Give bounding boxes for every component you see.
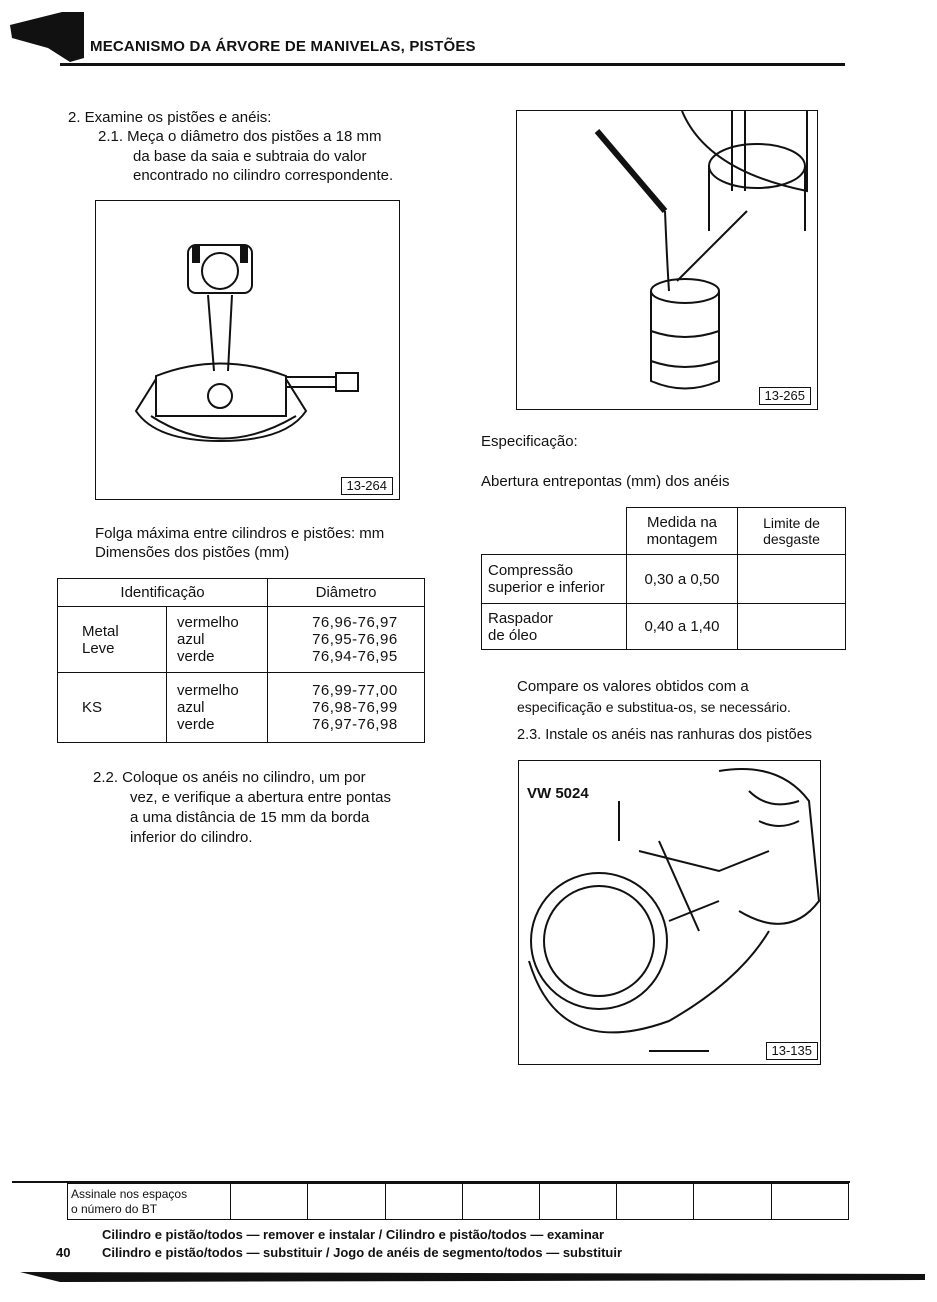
bt-box[interactable] [231, 1184, 308, 1220]
page-header-title: MECANISMO DA ÁRVORE DE MANIVELAS, PISTÕES [90, 38, 476, 55]
spec-value-cell: 0,30 a 0,50 [627, 555, 738, 604]
diameter-cell: 76,95-76,96 [312, 631, 398, 648]
tool-label-vw5024: VW 5024 [527, 785, 589, 802]
corner-mark [0, 0, 90, 70]
figure-feeler-gauge-cylinder [516, 110, 818, 410]
group-name-line: KS [82, 699, 103, 716]
piston-dimensions-table [57, 578, 425, 743]
table-header-diametro: Diâmetro [268, 579, 425, 607]
group-name-line: Leve [82, 639, 115, 657]
folga-text: Folga máxima entre cilindros e pistões: mm [95, 525, 385, 542]
step-2-2-line-4: inferior do cilindro. [130, 829, 253, 846]
especificacao-text: Especificação: [481, 433, 578, 450]
figure-2-label: 13-265 [759, 387, 811, 405]
spec-table-header [626, 507, 846, 555]
color-cell: azul [177, 699, 205, 716]
color-cell: verde [177, 648, 215, 665]
diameter-cell: 76,94-76,95 [312, 648, 398, 665]
spec-limit-cell [738, 604, 846, 650]
color-cell: vermelho [177, 682, 239, 699]
spec-limit-cell [738, 555, 846, 604]
table-header-identificacao: Identificação [58, 579, 268, 607]
header-medida-line: Medida na [646, 514, 718, 531]
bt-number-table [67, 1183, 849, 1220]
compare-line-1: Compare os valores obtidos com a [517, 678, 749, 695]
step-2-3: 2.3. Instale os anéis nas ranhuras dos pistões [517, 727, 813, 743]
header-limite-line: desgaste [763, 531, 820, 547]
step-2-2-line-2: vez, e verifique a abertura entre pontas [130, 789, 391, 806]
dimensoes-text: Dimensões dos pistões (mm) [95, 544, 290, 561]
step-2-2-line-3: a uma distância de 15 mm da borda [130, 809, 370, 826]
bt-box[interactable] [771, 1184, 848, 1220]
figure-ring-installer [518, 760, 821, 1065]
figure-1-label: 13-264 [341, 477, 393, 495]
figure-micrometer-piston [95, 200, 400, 500]
diameter-cell: 76,99-77,00 [312, 682, 398, 699]
connecting-rod-micrometer-illustration [96, 201, 399, 499]
abertura-text: Abertura entrepontas (mm) dos anéis [481, 473, 730, 490]
row-name-line: Compressão [488, 562, 574, 579]
diameter-cell: 76,96-76,97 [312, 614, 398, 631]
row-name-line: de óleo [488, 626, 538, 644]
step-2-1-line-2: da base da saia e subtraia do valor [133, 148, 367, 165]
bt-box[interactable] [385, 1184, 462, 1220]
table-row [482, 555, 846, 604]
color-cell: verde [177, 716, 215, 733]
row-name-line: Raspador [488, 609, 554, 627]
step-2-1-line-3: encontrado no cilindro correspondente. [133, 167, 394, 184]
assinale-line: o número do BT [71, 1201, 158, 1216]
group-name-line: Metal [82, 622, 119, 640]
header-limite-line: Limite de [763, 515, 820, 531]
footer-line-1: Cilindro e pistão/todos — remover e instalar / Cilindro e pistão/todos — examinar [102, 1227, 605, 1242]
bt-box[interactable] [540, 1184, 617, 1220]
step-2: 2. Examine os pistões e anéis: [68, 109, 272, 126]
color-cell: vermelho [177, 614, 239, 631]
page-number: 40 [56, 1245, 71, 1260]
header-rule [60, 63, 845, 66]
spec-value-cell: 0,40 a 1,40 [627, 604, 738, 650]
spec-table [481, 554, 846, 650]
footer-bottom-rule [0, 1268, 937, 1288]
footer-line-2: Cilindro e pistão/todos — substituir / Jogo de anéis de segmento/todos — substituir [102, 1245, 623, 1260]
diameter-cell: 76,98-76,99 [312, 699, 398, 716]
step-2-2-line-1: 2.2. Coloque os anéis no cilindro, um por [93, 769, 366, 786]
assinale-line: Assinale nos espaços [71, 1186, 188, 1201]
table-row [58, 607, 425, 673]
color-cell: azul [177, 631, 205, 648]
row-name-line: superior e inferior [488, 579, 605, 596]
bt-box[interactable] [694, 1184, 771, 1220]
diameter-cell: 76,97-76,98 [312, 716, 398, 733]
header-medida-line: montagem [646, 531, 718, 548]
feeler-gauge-illustration [517, 111, 817, 409]
table-row [482, 604, 846, 650]
table-row [58, 673, 425, 743]
figure-3-label: 13-135 [766, 1042, 818, 1060]
ring-installer-illustration [519, 761, 820, 1064]
compare-line-2: especificação e substitua-os, se necessário. [517, 699, 791, 715]
bt-box[interactable] [617, 1184, 694, 1220]
step-2-1-line-1: 2.1. Meça o diâmetro dos pistões a 18 mm [98, 128, 382, 145]
bt-box[interactable] [308, 1184, 385, 1220]
bt-box[interactable] [462, 1184, 539, 1220]
